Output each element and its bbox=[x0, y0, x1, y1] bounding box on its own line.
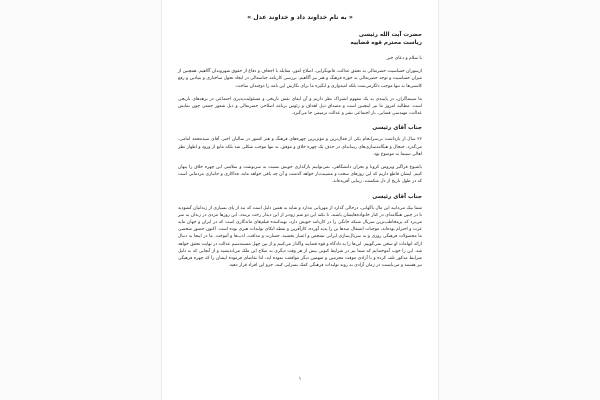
section-title-1: جناب آقای رئیسی bbox=[372, 125, 422, 132]
page-header: « به نام خداوند داد و خداوند عدل » bbox=[247, 14, 353, 21]
paragraph-4: باشیوع فراگیر ویروس کرونا و بحران دانشگاهی، نمی‌توانیم بازگذاری خویش نسبت به سرنوشت و سلامتی این چهره خلاق را پنهان کنیم. ایشان قاطع داریم که این روزهای سخت و مصیبت‌بار خواهد گذشت و آن چه باقی خواهد ماند، فداکاری و جانبازی مردمانی است که در طول تاریخ از دل شکست، زیبایی آفریده‌اند. bbox=[178, 165, 422, 185]
salutation: با سلام و دعای خیر bbox=[386, 56, 422, 61]
recipient-line-1: حضرت آیت الله رئیسی bbox=[358, 32, 422, 38]
paragraph-5: شما نیک می‌دانید این مال ناگهانی، درحالی گذارد از مهربانی مدارد و شاید به همین دلیل است که بند از پای بسیاری از زندانیان گشودید تا در چنین هنگامه‌ای در کنار خانواده‌هایشان باشند، تا نکته این دو شم زودتر از این دیدار رخت بربندد. این روزها مردی در زندان به سر می‌برد که پرمخاطب‌ترین سریال شبکه خانگی را در کارنامه خویش دارد، تهیه‌کننده فیلم‌های ماندگاری است که در ایران و جهان مایه عزت و احترام بوده‌اند، موجبات اشتغال صدها تن را پدید آورده، کارآفرین و نقطه اتکای تولیدات هنری بوده است. اکنون حضور شخصی ما محصولات فرهنگی روزی و به سریال‌سازی ایرانی تشخص و اعتبار بخشید، جسارت و مداقت، ادب‌ها و آموخت. ما در اینجا به دنبال ارائه اتهامات او سخن نمی‌گوییم. این‌ها را به دادگاه و قوه قضاییه واگذار می‌کنیم و از بین چهل مستندسیم عدالت در نهایت تحقق خواهد شد. این را خوب آموخته‌ایم که شما نیز در شرایط کنونی بیش از هر وقت دیگری به صلاح این ملک می‌اندیشید و از آنجایی که به دلیل شرایط مذکور تلف کرده و با آزادی موقت مجرمین و متهمین دیگر موافقت نموده اید، لذا تقاضای فرموده ایشان را که چهره فرهنگی نیز هستند و می‌بایست در زمان آزادی به روند تولیدات فرهنگی کمک بسزایی کنند، جزو این افراد قرار دهید. bbox=[178, 205, 422, 269]
section-title-2: جناب آقای رئیسی bbox=[372, 193, 422, 200]
letter-page bbox=[162, 0, 438, 400]
paragraph-1: ازسوران حساسیت حضرتعالی به تحقق عدالت، قانونگرایی، اصلاح امور، مقابله با اجحاف و دفاع از حقوق شهروندان آگاهیم. همچنین از میزان حساسیت و توجه حضرتعالی به حوزه فرهنگ و هنر نیز آگاهیم. بررسی کارنامه جناسعالی در ایجاد تحول ساختاری و بنیادین و رفع کاستی‌ها نه تنها موجب دلگرمی‌ست بلکه امیدواری و انگیزه ما برای نگارش این نامه را دوچندان ساخت. bbox=[178, 69, 422, 89]
paragraph-3: ۲۶ سال از بازداشت بی‌سرانجام یکی از فعال‌ترین و مؤثرترین چهره‌های فرهنگ و هنر کشور در سالیان اخیر، آقای سیدمحمد امامی، می‌گذرد. جنجال و هنگامه‌سازی‌های رسانه‌ای در حذف یک چهره خلاق و موفق، نه تنها موجب شکلی شد بلکه مانع از ورود و اظهار نظر اهالی سینما به موضوع بود. bbox=[178, 137, 422, 157]
recipient-block bbox=[178, 31, 422, 47]
page-number: ۱ bbox=[298, 376, 302, 382]
paragraph-2: ما سینماگران، در پایبندی به یک مفهوم اشتراک نظر داریم و آن ایفای نقش تاریخی و مسئولیت‌پذیری اجتماعی در برهه‌های تاریخی است. مطالبه امروز ما نیز اینچنین است و مصداق ذیل اهداف و رئوس برنامه اصلاحی حضرتعالی و ذیل شعور جمعی چون نمایش عدالت، مهندسی قضایی، بار اجتماعی نشر و عدالت ترمیمی جا می‌گیرد. bbox=[178, 96, 422, 117]
recipient-line-2: ریاست محترم قوه قضاییه bbox=[350, 40, 422, 46]
